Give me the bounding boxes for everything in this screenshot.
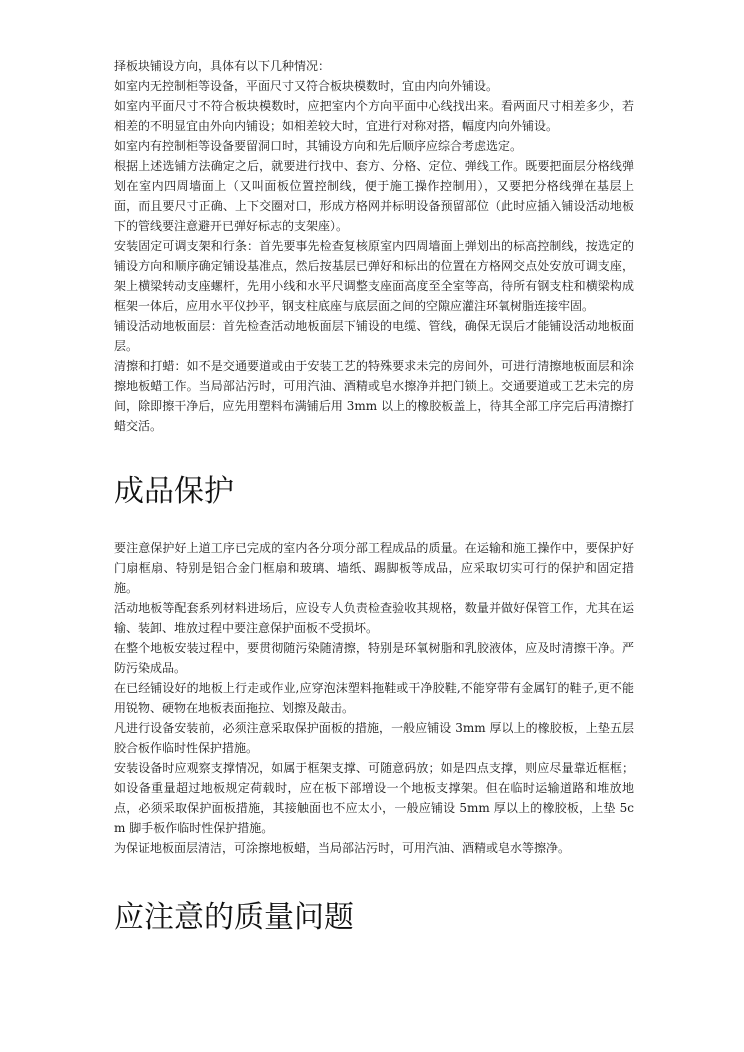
- paragraph: 安装固定可调支架和行条：首先要事先检查复核原室内四周墙面上弹划出的标高控制线，按选定的铺设方向和顺序确定铺设基准点，然后按基层已弹好和标出的位置在方格网交点处安放可调支座，架上横梁转动支座螺杆，先用小线和水平尺调整支座面高度至全室等高，待所有钢支柱和横梁构成框架一体后，应用水平仪抄平，钢支柱底座与底层面之间的空隙应灌注环氧树脂连接牢固。: [114, 239, 634, 313]
- paragraph: 如室内无控制柜等设备，平面尺寸又符合板块模数时，宜由内向外铺设。: [114, 79, 499, 93]
- paragraph: 为保证地板面层清洁，可涂擦地板蜡，当局部沾污时，可用汽油、酒精或皂水等擦净。: [114, 841, 571, 855]
- section-heading-quality: 应注意的质量问题: [114, 900, 354, 935]
- document-page: [114, 56, 634, 938]
- protection-section: [114, 538, 634, 858]
- intro-section: [114, 56, 634, 436]
- paragraph: 在已经铺设好的地板上行走或作业,应穿泡沫塑料拖鞋或干净胶鞋,不能穿带有金属钉的鞋子,更不能用锐物、硬物在地板表面拖拉、划擦及敲击。: [114, 681, 634, 715]
- paragraph: 安装设备时应观察支撑情况，如属于框架支撑、可随意码放；如是四点支撑，则应尽量靠近框框；如设备重量超过地板规定荷载时，应在板下部增设一个地板支撑架。但在临时运输道路和堆放地点，必须采取保护面板措施，其接触面也不应太小，一般应铺设 5mm 厚以上的橡胶板，上垫 5cm 脚手板作临时性保护措施。: [114, 761, 634, 835]
- paragraph: 活动地板等配套系列材料进场后，应设专人负责检查验收其规格，数量并做好保管工作，尤其在运输、装卸、堆放过程中要注意保护面板不受损坏。: [114, 601, 634, 635]
- paragraph: 根据上述选铺方法确定之后，就要进行找中、套方、分格、定位、弹线工作。既要把面层分格线弹划在室内四周墙面上（又叫面板位置控制线，便于施工操作控制用），又要把分格线弹在基层上面，而且要尺寸正确、上下交圈对口，形成方格网并标明设备预留部位（此时应插入铺设活动地板下的管线要注意避开已弹好标志的支架座）。: [114, 159, 634, 233]
- section-heading-protection: 成品保护: [114, 474, 234, 509]
- paragraph: 如室内平面尺寸不符合板块模数时，应把室内个方向平面中心线找出来。看两面尺寸相差多少，若相差的不明显宜由外向内铺设；如相差较大时，宜进行对称对搭，幅度内向外铺设。: [114, 99, 634, 133]
- paragraph: 在整个地板安装过程中，要贯彻随污染随清擦，特别是环氧树脂和乳胶液体，应及时清擦干净。严防污染成品。: [114, 641, 634, 675]
- paragraph: 凡进行设备安装前，必须注意采取保护面板的措施，一般应铺设 3mm 厚以上的橡胶板，上垫五层胶合板作临时性保护措施。: [114, 721, 634, 755]
- paragraph: 铺设活动地板面层：首先检查活动地板面层下铺设的电缆、管线，确保无误后才能铺设活动地板面层。: [114, 319, 634, 353]
- paragraph: 择板块铺设方向，具体有以下几种情况：: [114, 59, 331, 73]
- paragraph: 清擦和打蜡：如不是交通要道或由于安装工艺的特殊要求未完的房间外，可进行清擦地板面层和涂擦地板蜡工作。当局部沾污时，可用汽油、酒精或皂水擦净并把门锁上。交通要道或工艺未完的房间，除即擦干净后，应先用塑料布满铺后用 3mm 以上的橡胶板盖上，待其全部工序完后再清擦打蜡交活。: [114, 359, 634, 433]
- paragraph: 要注意保护好上道工序已完成的室内各分项分部工程成品的质量。在运输和施工操作中，要保护好门扇框扇、特别是铝合金门框扇和玻璃、墙纸、踢脚板等成品，应采取切实可行的保护和固定措施。: [114, 541, 634, 595]
- paragraph: 如室内有控制柜等设备要留洞口时，其铺设方向和先后顺序应综合考虑选定。: [114, 139, 523, 153]
